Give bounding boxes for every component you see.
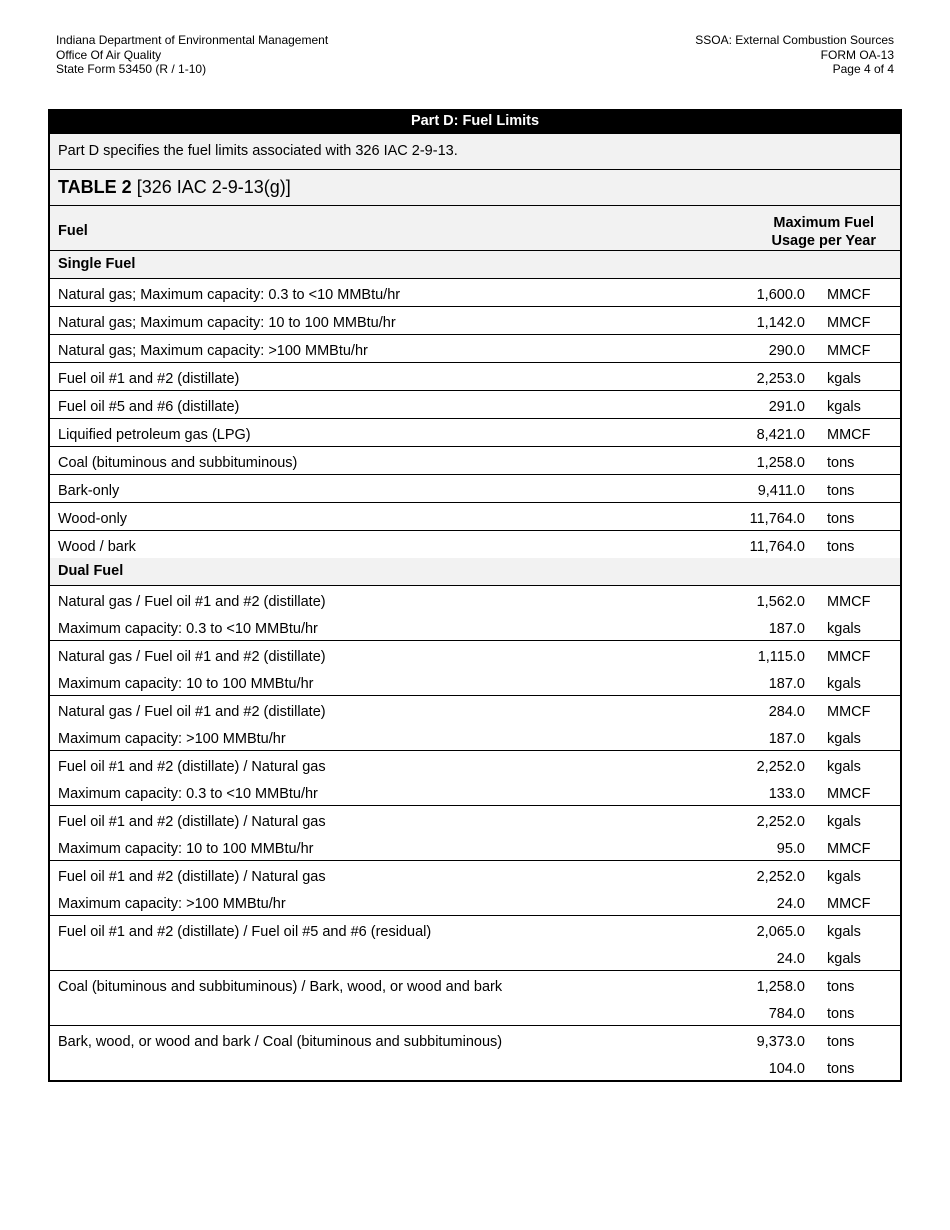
fuel-label: Coal (bituminous and subbituminous) / Bark, wood, or wood and bark bbox=[58, 979, 503, 995]
form-subject: SSOA: External Combustion Sources bbox=[695, 33, 894, 47]
table-row bbox=[50, 1026, 900, 1080]
fuel-limit-unit: kgals bbox=[827, 814, 861, 830]
fuel-limit-value: 1,258.0 bbox=[756, 455, 805, 471]
fuel-limit-value: 8,421.0 bbox=[756, 427, 805, 443]
fuel-limit-value: 1,562.0 bbox=[756, 594, 805, 610]
single-fuel-rows bbox=[50, 279, 900, 558]
table-row bbox=[50, 363, 900, 391]
fuel-limit-unit: tons bbox=[827, 1034, 855, 1050]
table-row bbox=[50, 279, 900, 307]
table-row bbox=[50, 971, 900, 1026]
fuel-limit-unit: kgals bbox=[827, 869, 861, 885]
fuel-limit-unit: tons bbox=[827, 483, 855, 499]
fuel-limit-unit: MMCF bbox=[827, 343, 871, 359]
fuel-label: Fuel oil #1 and #2 (distillate) / Natural gas bbox=[58, 869, 326, 885]
fuel-label: Natural gas; Maximum capacity: >100 MMBtu/hr bbox=[58, 343, 368, 359]
capacity-label: Maximum capacity: >100 MMBtu/hr bbox=[58, 896, 286, 912]
fuel-limits-form bbox=[48, 109, 902, 1082]
fuel-limit-unit: tons bbox=[827, 511, 855, 527]
column-header-max-usage bbox=[771, 214, 876, 250]
fuel-label: Wood-only bbox=[58, 511, 128, 527]
table-row bbox=[50, 751, 900, 806]
fuel-limit-value: 2,252.0 bbox=[756, 869, 805, 885]
fuel-limit-value: 11,764.0 bbox=[749, 511, 805, 527]
fuel-limit-value: 9,411.0 bbox=[757, 483, 805, 499]
fuel-limit-value: 284.0 bbox=[768, 704, 805, 720]
fuel-limit-unit: kgals bbox=[827, 371, 861, 387]
column-header-max-line2: Usage per Year bbox=[771, 233, 876, 249]
fuel-label: Bark, wood, or wood and bark / Coal (bituminous and subbituminous) bbox=[58, 1034, 503, 1050]
fuel-limit-unit: kgals bbox=[827, 399, 861, 415]
fuel-label: Natural gas / Fuel oil #1 and #2 (distillate) bbox=[58, 704, 326, 720]
table-row bbox=[50, 806, 900, 861]
table-row bbox=[50, 391, 900, 419]
fuel-limit-unit: kgals bbox=[827, 951, 861, 967]
fuel-limit-value: 24.0 bbox=[776, 896, 805, 912]
capacity-label: Maximum capacity: >100 MMBtu/hr bbox=[58, 731, 286, 747]
fuel-limit-value: 187.0 bbox=[768, 676, 805, 692]
fuel-limit-unit: MMCF bbox=[827, 649, 871, 665]
fuel-limit-value: 187.0 bbox=[768, 731, 805, 747]
form-code: FORM OA-13 bbox=[820, 47, 894, 62]
fuel-label: Fuel oil #5 and #6 (distillate) bbox=[58, 399, 240, 415]
table-row bbox=[50, 447, 900, 475]
dual-fuel-rows bbox=[50, 586, 900, 1080]
fuel-limit-value: 24.0 bbox=[776, 951, 805, 967]
fuel-limit-unit: MMCF bbox=[827, 315, 871, 331]
fuel-label: Fuel oil #1 and #2 (distillate) / Natural gas bbox=[58, 759, 326, 775]
fuel-limit-unit: tons bbox=[827, 539, 855, 555]
table-row bbox=[50, 531, 900, 558]
fuel-limit-unit: MMCF bbox=[827, 427, 871, 443]
fuel-limit-unit: tons bbox=[827, 455, 855, 471]
capacity-label: Maximum capacity: 10 to 100 MMBtu/hr bbox=[58, 676, 314, 692]
table-row bbox=[50, 307, 900, 335]
single-fuel-heading: Single Fuel bbox=[50, 251, 900, 279]
fuel-label: Fuel oil #1 and #2 (distillate) / Fuel oil #5 and #6 (residual) bbox=[58, 924, 432, 940]
table-row bbox=[50, 475, 900, 503]
fuel-label: Fuel oil #1 and #2 (distillate) / Natural gas bbox=[58, 814, 326, 830]
fuel-limit-value: 291.0 bbox=[768, 399, 805, 415]
fuel-limit-value: 1,258.0 bbox=[756, 979, 805, 995]
fuel-limit-value: 104.0 bbox=[768, 1061, 805, 1077]
fuel-limit-unit: MMCF bbox=[827, 841, 871, 857]
table-row bbox=[50, 335, 900, 363]
fuel-limit-value: 95.0 bbox=[776, 841, 805, 857]
fuel-limit-value: 1,600.0 bbox=[756, 287, 805, 303]
table-title-reference: [326 IAC 2-9-13(g)] bbox=[136, 177, 291, 197]
fuel-limit-value: 290.0 bbox=[768, 343, 805, 359]
fuel-limit-unit: kgals bbox=[827, 759, 861, 775]
fuel-limit-unit: tons bbox=[827, 1061, 855, 1077]
fuel-limit-value: 1,115.0 bbox=[757, 649, 805, 665]
fuel-limit-unit: MMCF bbox=[827, 704, 871, 720]
fuel-limit-value: 2,065.0 bbox=[756, 924, 805, 940]
table-row bbox=[50, 696, 900, 751]
fuel-limit-unit: MMCF bbox=[827, 896, 871, 912]
fuel-limit-value: 133.0 bbox=[768, 786, 805, 802]
fuel-label: Liquified petroleum gas (LPG) bbox=[58, 427, 251, 443]
page-number: Page 4 of 4 bbox=[832, 62, 894, 76]
fuel-limit-unit: MMCF bbox=[827, 786, 871, 802]
fuel-label: Coal (bituminous and subbituminous) bbox=[58, 455, 298, 471]
table-row bbox=[50, 419, 900, 447]
fuel-label: Natural gas / Fuel oil #1 and #2 (distillate) bbox=[58, 594, 326, 610]
table-title bbox=[50, 170, 900, 206]
fuel-limit-unit: kgals bbox=[827, 731, 861, 747]
form-header-right bbox=[695, 33, 894, 77]
fuel-limit-value: 1,142.0 bbox=[756, 315, 805, 331]
fuel-limit-unit: MMCF bbox=[827, 594, 871, 610]
state-form-number: State Form 53450 (R / 1-10) bbox=[56, 62, 207, 76]
fuel-limit-value: 9,373.0 bbox=[756, 1034, 805, 1050]
capacity-label: Maximum capacity: 0.3 to <10 MMBtu/hr bbox=[58, 621, 318, 637]
table-row bbox=[50, 641, 900, 696]
table-row bbox=[50, 503, 900, 531]
form-header-left bbox=[56, 33, 328, 77]
fuel-limit-value: 784.0 bbox=[768, 1006, 805, 1022]
column-header-max-line1: Maximum Fuel bbox=[773, 215, 875, 231]
column-header bbox=[50, 206, 900, 251]
dual-fuel-heading: Dual Fuel bbox=[50, 558, 900, 586]
fuel-label: Natural gas; Maximum capacity: 10 to 100 MMBtu/hr bbox=[58, 315, 396, 331]
fuel-label: Bark-only bbox=[58, 483, 120, 499]
fuel-limit-value: 2,253.0 bbox=[756, 371, 805, 387]
fuel-limit-unit: kgals bbox=[827, 676, 861, 692]
part-intro: Part D specifies the fuel limits associated with 326 IAC 2-9-13. bbox=[50, 134, 900, 170]
column-header-fuel: Fuel bbox=[58, 223, 88, 239]
table-row bbox=[50, 916, 900, 971]
office-name: Office Of Air Quality bbox=[56, 47, 162, 62]
fuel-label: Wood / bark bbox=[58, 539, 136, 555]
fuel-limit-unit: MMCF bbox=[827, 287, 871, 303]
fuel-limit-value: 187.0 bbox=[768, 621, 805, 637]
agency-name: Indiana Department of Environmental Management bbox=[56, 33, 329, 47]
table-row bbox=[50, 861, 900, 916]
fuel-limit-unit: tons bbox=[827, 1006, 855, 1022]
table-row bbox=[50, 586, 900, 641]
fuel-limit-unit: kgals bbox=[827, 924, 861, 940]
fuel-label: Natural gas / Fuel oil #1 and #2 (distillate) bbox=[58, 649, 326, 665]
fuel-limit-value: 11,764.0 bbox=[749, 539, 805, 555]
fuel-limit-value: 2,252.0 bbox=[756, 814, 805, 830]
table-title-label: TABLE 2 bbox=[58, 177, 132, 197]
fuel-label: Natural gas; Maximum capacity: 0.3 to <10 MMBtu/hr bbox=[58, 287, 401, 303]
fuel-limit-unit: tons bbox=[827, 979, 855, 995]
part-title: Part D: Fuel Limits bbox=[50, 109, 900, 134]
capacity-label: Maximum capacity: 10 to 100 MMBtu/hr bbox=[58, 841, 314, 857]
capacity-label: Maximum capacity: 0.3 to <10 MMBtu/hr bbox=[58, 786, 318, 802]
fuel-label: Fuel oil #1 and #2 (distillate) bbox=[58, 371, 240, 387]
fuel-limit-value: 2,252.0 bbox=[756, 759, 805, 775]
fuel-limit-unit: kgals bbox=[827, 621, 861, 637]
